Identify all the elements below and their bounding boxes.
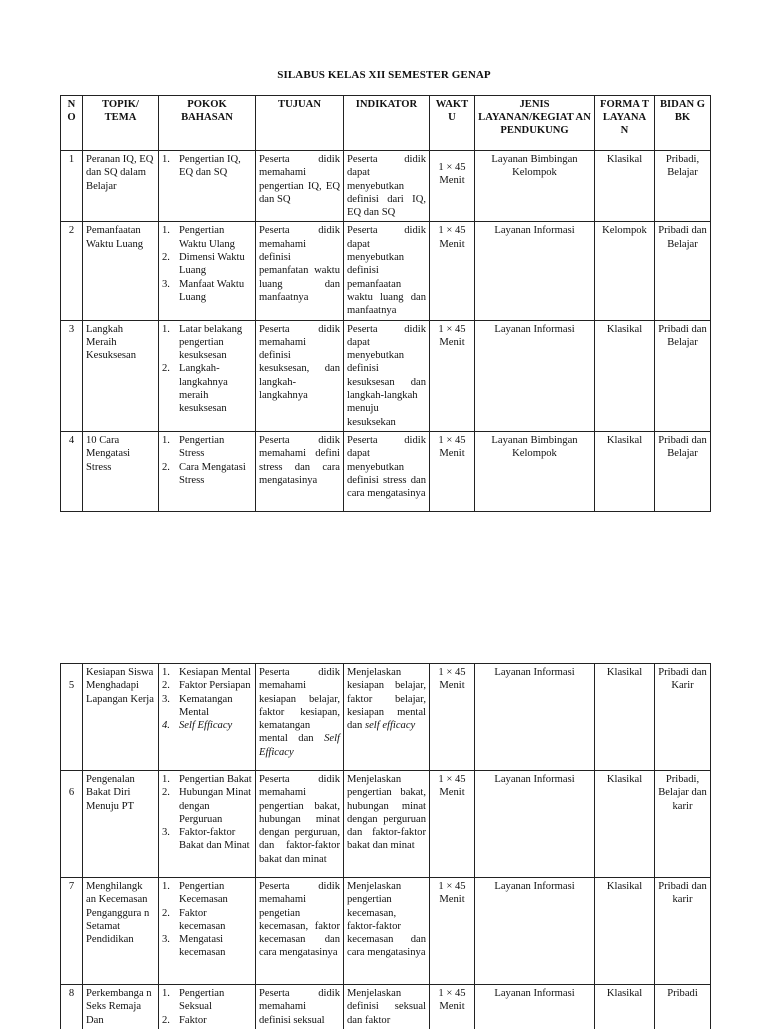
- row-format-layanan: Klasikal: [595, 320, 655, 431]
- header-format-layanan: FORMA T LAYANA N: [595, 96, 655, 151]
- row-waktu: 1 × 45 Menit: [430, 771, 475, 878]
- row-topik: Kesiapan Siswa Menghadapi Lapangan Kerja: [83, 664, 159, 771]
- row-topik: Pemanfaatan Waktu Luang: [83, 222, 159, 320]
- header-tujuan: TUJUAN: [256, 96, 344, 151]
- row-jenis-layanan: Layanan Informasi: [475, 222, 595, 320]
- pokok-item: 2. Cara Mengatasi Stress: [162, 461, 246, 486]
- pokok-item: 3. Manfaat Waktu Luang: [162, 278, 245, 303]
- row-pokok-bahasan: [159, 431, 256, 511]
- row-pokok-bahasan: [159, 664, 256, 771]
- row-bidang-bk: Pribadi dan Belajar: [655, 320, 711, 431]
- row-indikator: Menjelaskan kesiapan belajar, faktor belajar, kesiapan mental dan self efficacy: [344, 664, 430, 771]
- row-jenis-layanan: Layanan Bimbingan Kelompok: [475, 151, 595, 222]
- row-indikator: Peserta didik dapat menyebutkan definisi kesuksesan dan langkah-langkah menuju kesuksekan: [344, 320, 430, 431]
- row-jenis-layanan: Layanan Informasi: [475, 320, 595, 431]
- pokok-item: 3. Mengatasi kecemasan: [162, 934, 226, 959]
- row-jenis-layanan: Layanan Informasi: [475, 878, 595, 985]
- row-waktu: 1 × 45 Menit: [430, 431, 475, 511]
- pokok-item: 2. Hubungan Minat dengan Perguruan: [162, 787, 252, 825]
- row-topik: Perkembanga n Seks Remaja Dan: [83, 985, 159, 1029]
- header-indikator: INDIKATOR: [344, 96, 430, 151]
- table-row: [61, 151, 711, 222]
- pokok-item: 2. Faktor kecemasan: [162, 907, 226, 932]
- row-indikator: Menjelaskan definisi seksual dan faktor: [344, 985, 430, 1029]
- pokok-item: 1. Pengertian Bakat: [162, 774, 252, 785]
- pokok-item: 1. Pengertian Waktu Ulang: [162, 225, 235, 250]
- row-tujuan: Peserta didik memahami pengertian IQ, EQ dan SQ: [256, 151, 344, 222]
- row-indikator: Menjelaskan pengertian kecemasan, faktor-faktor kecemasan dan cara mengatasinya: [344, 878, 430, 985]
- row-indikator: Menjelaskan pengertian bakat, hubungan minat dengan perguruan dan faktor-faktor bakat dan minat: [344, 771, 430, 878]
- row-number: 5: [61, 664, 83, 771]
- row-format-layanan: Klasikal: [595, 151, 655, 222]
- row-number: 6: [61, 771, 83, 878]
- row-tujuan: Peserta didik memahami definisi kesuksesan, dan langkah-langkahnya: [256, 320, 344, 431]
- row-bidang-bk: Pribadi dan karir: [655, 878, 711, 985]
- row-waktu: 1 × 45 Menit: [430, 222, 475, 320]
- row-topik: Peranan IQ, EQ dan SQ dalam Belajar: [83, 151, 159, 222]
- row-waktu: 1 × 45 Menit: [430, 151, 475, 222]
- header-no: N O: [61, 96, 83, 151]
- pokok-item: 1. Pengertian Seksual: [162, 988, 225, 1013]
- document-title: SILABUS KELAS XII SEMESTER GENAP: [277, 69, 491, 81]
- table-row: [61, 222, 711, 320]
- header-topik: TOPIK/ TEMA: [83, 96, 159, 151]
- pokok-item: 2. Faktor Persiapan: [162, 680, 251, 692]
- table-header-row: [61, 96, 711, 151]
- row-bidang-bk: Pribadi dan Belajar: [655, 431, 711, 511]
- row-pokok-bahasan: [159, 878, 256, 985]
- syllabus-table-page-1: [60, 95, 711, 512]
- row-format-layanan: Klasikal: [595, 985, 655, 1029]
- pokok-item: 3. Kematangan Mental: [162, 693, 233, 718]
- header-waktu: WAKT U: [430, 96, 475, 151]
- row-number: 3: [61, 320, 83, 431]
- row-bidang-bk: Pribadi dan Karir: [655, 664, 711, 771]
- pokok-item: 2. Langkah-langkahnya meraih kesuksesan: [162, 363, 228, 415]
- pokok-item: 2. Dimensi Waktu Luang: [162, 252, 245, 277]
- pokok-item: 1. Pengertian IQ, EQ dan SQ: [162, 154, 241, 179]
- header-jenis-layanan: JENIS LAYANAN/KEGIAT AN PENDUKUNG: [475, 96, 595, 151]
- row-waktu: 1 × 45 Menit: [430, 664, 475, 771]
- row-tujuan: Peserta didik memahami pengertian bakat, hubungan minat dengan perguruan, dan faktor-faktor bakat dan minat: [256, 771, 344, 878]
- table-row: [61, 771, 711, 878]
- row-tujuan: Peserta didik memahami kesiapan belajar, faktor kesiapan, kematangan mental dan Self Efficacy: [256, 664, 344, 771]
- row-topik: Pengenalan Bakat Diri Menuju PT: [83, 771, 159, 878]
- row-tujuan: Peserta didik memahami definisi pemanfatan waktu luang dan manfaatnya: [256, 222, 344, 320]
- row-tujuan: Peserta didik memahami pengetian kecemasan, faktor kecemasan dan cara mengatasinya: [256, 878, 344, 985]
- row-topik: 10 Cara Mengatasi Stress: [83, 431, 159, 511]
- row-bidang-bk: Pribadi dan Belajar: [655, 222, 711, 320]
- header-pokok-bahasan: POKOK BAHASAN: [159, 96, 256, 151]
- syllabus-table-page-2: [60, 663, 711, 1029]
- row-jenis-layanan: Layanan Informasi: [475, 664, 595, 771]
- row-pokok-bahasan: [159, 222, 256, 320]
- row-topik: Langkah Meraih Kesuksesan: [83, 320, 159, 431]
- row-format-layanan: Kelompok: [595, 222, 655, 320]
- row-waktu: 1 × 45 Menit: [430, 985, 475, 1029]
- pokok-item: 4. Self Efficacy: [162, 720, 233, 732]
- row-pokok-bahasan: [159, 320, 256, 431]
- row-format-layanan: Klasikal: [595, 878, 655, 985]
- row-format-layanan: Klasikal: [595, 664, 655, 771]
- row-number: 2: [61, 222, 83, 320]
- row-number: 7: [61, 878, 83, 985]
- row-topik: Menghilangk an Kecemasan Penganggura n Setamat Pendidikan: [83, 878, 159, 985]
- row-bidang-bk: Pribadi: [655, 985, 711, 1029]
- row-pokok-bahasan: [159, 151, 256, 222]
- row-jenis-layanan: Layanan Informasi: [475, 771, 595, 878]
- row-bidang-bk: Pribadi, Belajar: [655, 151, 711, 222]
- table-row: [61, 431, 711, 511]
- pokok-item: 1. Kesiapan Mental: [162, 667, 252, 678]
- row-number: 4: [61, 431, 83, 511]
- header-bidang-bk: BIDAN G BK: [655, 96, 711, 151]
- row-waktu: 1 × 45 Menit: [430, 878, 475, 985]
- row-pokok-bahasan: [159, 771, 256, 878]
- row-format-layanan: Klasikal: [595, 431, 655, 511]
- row-pokok-bahasan: [159, 985, 256, 1029]
- pokok-item: 1. Latar belakang pengertian kesuksesan: [162, 323, 243, 362]
- row-jenis-layanan: Layanan Bimbingan Kelompok: [475, 431, 595, 511]
- row-indikator: Peserta didik dapat menyebutkan definisi pemanfaatan waktu luang dan manfaatnya: [344, 222, 430, 320]
- row-indikator: Peserta didik dapat menyebutkan definisi stress dan cara mengatasinya: [344, 431, 430, 511]
- pokok-item: 3. Faktor-faktor Bakat dan Minat: [162, 827, 250, 852]
- row-format-layanan: Klasikal: [595, 771, 655, 878]
- row-number: 1: [61, 151, 83, 222]
- pokok-item: 2. Faktor: [162, 1014, 207, 1026]
- row-tujuan: Peserta didik memahami definisi seksual: [256, 985, 344, 1029]
- table-row: [61, 878, 711, 985]
- pokok-item: 1. Pengertian Kecemasan: [162, 881, 228, 906]
- row-bidang-bk: Pribadi, Belajar dan karir: [655, 771, 711, 878]
- table-row: [61, 664, 711, 771]
- row-tujuan: Peserta didik memahami defini stress dan cara mengatasinya: [256, 431, 344, 511]
- row-indikator: Peserta didik dapat menyebutkan definisi dari IQ, EQ dan SQ: [344, 151, 430, 222]
- row-jenis-layanan: Layanan Informasi: [475, 985, 595, 1029]
- pokok-item: 1. Pengertian Stress: [162, 434, 225, 460]
- table-row: [61, 320, 711, 431]
- table-row: [61, 985, 711, 1029]
- row-waktu: 1 × 45 Menit: [430, 320, 475, 431]
- row-number: 8: [61, 985, 83, 1029]
